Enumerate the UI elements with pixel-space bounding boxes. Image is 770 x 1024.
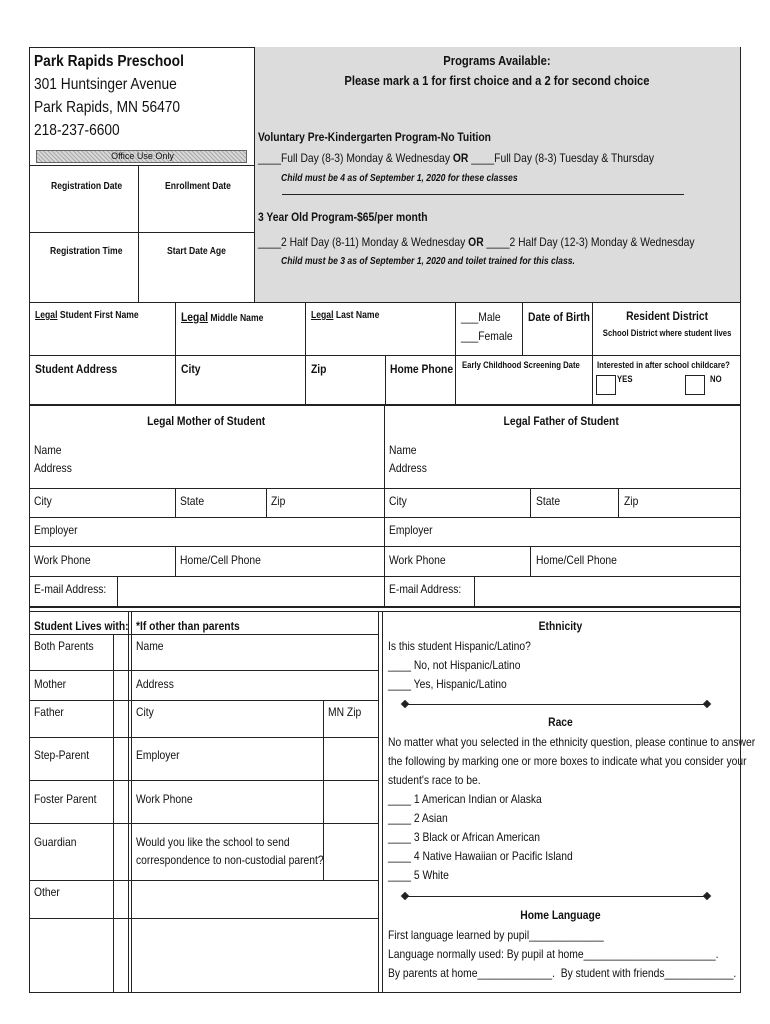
childcare-no-label: NO (710, 374, 722, 384)
lives-with-step-parent[interactable]: Step-Parent (34, 748, 90, 762)
mother-name-field[interactable]: Name (34, 443, 62, 457)
three-year-option-row (258, 235, 695, 249)
race-blank[interactable]: ____ (388, 849, 411, 863)
race-option-label: 4 Native Hawaiian or Pacific Island (413, 849, 573, 863)
gender-male-option[interactable] (461, 310, 501, 324)
registration-time-field[interactable]: Registration Time (50, 246, 123, 257)
race-option-5[interactable] (388, 868, 449, 882)
childcare-no-checkbox[interactable] (685, 375, 705, 395)
three-year-note: Child must be 3 as of September 1, 2020 and toilet trained for this class. (281, 256, 575, 267)
first-language-blank[interactable]: _____________ (529, 928, 604, 942)
resident-district-sub: School District where student lives (602, 328, 732, 338)
father-address-field[interactable]: Address (389, 461, 427, 475)
legal-label: Legal (311, 310, 334, 321)
legal-label: Legal (35, 310, 58, 321)
mother-heading: Legal Mother of Student (147, 414, 266, 428)
student-middle-name-field[interactable] (181, 311, 263, 325)
student-last-name-field[interactable] (311, 310, 379, 322)
section-divider (405, 896, 707, 897)
lives-with-guardian[interactable]: Guardian (34, 835, 77, 849)
three-year-title: 3 Year Old Program-$65/per month (258, 210, 428, 224)
language-friends-label: By student with friends (560, 966, 665, 980)
ethnicity-heading: Ethnicity (538, 619, 583, 633)
father-heading: Legal Father of Student (503, 414, 619, 428)
home-language-heading: Home Language (520, 908, 601, 922)
student-address-field[interactable]: Student Address (35, 362, 118, 376)
language-parents-label: By parents at home (388, 966, 478, 980)
female-label: Female (478, 329, 513, 343)
school-name: Park Rapids Preschool (34, 53, 184, 70)
race-blank[interactable]: ____ (388, 830, 411, 844)
or-label: OR (468, 235, 484, 249)
start-date-age-field[interactable]: Start Date Age (167, 246, 226, 257)
vpk-note: Child must be 4 as of September 1, 2020 for these classes (281, 173, 518, 184)
lives-with-foster-parent[interactable]: Foster Parent (34, 792, 97, 806)
language-normal-field[interactable] (388, 947, 719, 961)
father-state-field[interactable]: State (536, 494, 561, 508)
legal-label: Legal (181, 310, 208, 324)
race-intro-3: student's race to be. (388, 773, 481, 787)
race-option-2[interactable] (388, 811, 448, 825)
childcare-yes-label: YES (617, 374, 633, 384)
guardian-zip-field[interactable]: MN Zip (328, 705, 362, 719)
programs-heading: Programs Available: (443, 53, 551, 68)
childcare-question: Interested in after school childcare? (597, 360, 730, 370)
mother-email-field[interactable]: E-mail Address: (34, 582, 107, 596)
race-option-label: 1 American Indian or Alaska (413, 792, 542, 806)
guardian-city-field[interactable]: City (136, 705, 154, 719)
father-work-phone-field[interactable]: Work Phone (389, 553, 446, 567)
lives-with-heading: Student Lives with: (34, 619, 129, 633)
guardian-work-phone-field[interactable]: Work Phone (136, 792, 193, 806)
middle-name-label: Middle Name (207, 313, 264, 324)
race-blank[interactable]: ____ (388, 792, 411, 806)
male-blank[interactable]: ___ (461, 310, 479, 324)
home-phone-field[interactable]: Home Phone (390, 362, 454, 376)
divider-end-icon (703, 700, 711, 708)
mother-state-field[interactable]: State (180, 494, 205, 508)
divider-end-icon (401, 700, 409, 708)
screening-date-field[interactable]: Early Childhood Screening Date (462, 360, 580, 370)
race-blank[interactable]: ____ (388, 811, 411, 825)
father-cell-phone-field[interactable]: Home/Cell Phone (536, 553, 617, 567)
mother-employer-field[interactable]: Employer (34, 523, 78, 537)
father-employer-field[interactable]: Employer (389, 523, 433, 537)
office-use-banner (36, 150, 247, 163)
language-normal-label: Language normally used: By pupil at home (388, 947, 584, 961)
ethnicity-yes-blank[interactable]: ____ (388, 677, 411, 691)
race-option-3[interactable] (388, 830, 540, 844)
mother-city-field[interactable]: City (34, 494, 52, 508)
father-email-field[interactable]: E-mail Address: (389, 582, 462, 596)
three-year-choice-2-blank[interactable]: ____ (486, 235, 510, 249)
race-option-label: 5 White (413, 868, 449, 882)
lives-with-mother[interactable]: Mother (34, 677, 67, 691)
race-option-label: 2 Asian (413, 811, 448, 825)
ethnicity-yes-label: Yes, Hispanic/Latino (410, 677, 507, 691)
language-normal-blank[interactable]: _______________________. (583, 947, 719, 961)
guardian-name-field[interactable]: Name (136, 639, 164, 653)
other-than-parents-heading: *If other than parents (136, 619, 240, 633)
race-option-label: 3 Black or African American (413, 830, 541, 844)
mother-zip-field[interactable]: Zip (271, 494, 286, 508)
office-use-label: Office Use Only (111, 151, 174, 161)
registration-date-field[interactable]: Registration Date (51, 181, 123, 192)
childcare-yes-checkbox[interactable] (596, 375, 616, 395)
school-address-2: Park Rapids, MN 56470 (34, 99, 181, 116)
ethnicity-yes-option[interactable] (388, 677, 507, 691)
ethnicity-no-option[interactable] (388, 658, 521, 672)
race-intro-1: No matter what you selected in the ethnicity question, please continue to answer (388, 735, 756, 749)
language-parents-blank[interactable]: _____________. (477, 966, 555, 980)
father-name-field[interactable]: Name (389, 443, 417, 457)
section-divider (405, 704, 707, 705)
ethnicity-no-blank[interactable]: ____ (388, 658, 411, 672)
gender-female-option[interactable] (461, 329, 513, 343)
language-friends-blank[interactable]: ____________. (664, 966, 737, 980)
race-intro-2: the following by marking one or more boxes to indicate what you consider your (388, 754, 747, 768)
lives-with-other[interactable]: Other (34, 885, 60, 899)
first-language-field[interactable] (388, 928, 604, 942)
race-blank[interactable]: ____ (388, 868, 411, 882)
school-address-1: 301 Huntsinger Avenue (34, 76, 177, 93)
language-parents-field[interactable] (388, 966, 736, 980)
race-option-1[interactable] (388, 792, 542, 806)
mother-address-field[interactable]: Address (34, 461, 72, 475)
resident-district-field[interactable]: Resident District (626, 309, 709, 323)
programs-instruction: Please mark a 1 for first choice and a 2 for second choice (344, 73, 650, 88)
or-label: OR (452, 151, 469, 165)
correspondence-question-2: correspondence to non-custodial parent? (136, 853, 324, 867)
date-of-birth-field[interactable]: Date of Birth (528, 310, 590, 324)
divider-end-icon (703, 892, 711, 900)
race-option-4[interactable] (388, 849, 573, 863)
ethnicity-question: Is this student Hispanic/Latino? (388, 639, 531, 653)
vpk-choice-2-blank[interactable]: ____ (471, 151, 495, 165)
vpk-option-row (258, 151, 654, 165)
vpk-choice-1-blank[interactable]: ____ (258, 151, 281, 165)
male-label: Male (478, 310, 501, 324)
last-name-label: Last Name (333, 310, 380, 321)
race-heading: Race (548, 715, 573, 729)
lives-with-both-parents[interactable]: Both Parents (34, 639, 94, 653)
ethnicity-no-label: No, not Hispanic/Latino (410, 658, 521, 672)
mother-work-phone-field[interactable]: Work Phone (34, 553, 91, 567)
three-year-option-1: 2 Half Day (8-11) Monday & Wednesday (280, 235, 466, 249)
first-language-label: First language learned by pupil (388, 928, 530, 942)
vpk-option-1: Full Day (8-3) Monday & Wednesday (280, 151, 450, 165)
father-zip-field[interactable]: Zip (624, 494, 639, 508)
vpk-title: Voluntary Pre-Kindergarten Program-No Tuition (258, 130, 491, 144)
vpk-option-2: Full Day (8-3) Tuesday & Thursday (494, 151, 655, 165)
enrollment-date-field[interactable]: Enrollment Date (165, 181, 231, 192)
three-year-choice-1-blank[interactable]: ____ (258, 235, 281, 249)
lives-with-father[interactable]: Father (34, 705, 64, 719)
female-blank[interactable]: ___ (461, 329, 479, 343)
student-first-name-field[interactable] (35, 310, 139, 322)
school-phone: 218-237-6600 (34, 122, 120, 139)
guardian-employer-field[interactable]: Employer (136, 748, 180, 762)
student-city-field[interactable]: City (181, 362, 201, 376)
correspondence-question-1: Would you like the school to send (136, 835, 290, 849)
first-name-label: Student First Name (57, 310, 139, 321)
divider-end-icon (401, 892, 409, 900)
three-year-option-2: 2 Half Day (12-3) Monday & Wednesday (509, 235, 695, 249)
guardian-address-field[interactable]: Address (136, 677, 174, 691)
student-zip-field[interactable]: Zip (311, 362, 327, 376)
mother-cell-phone-field[interactable]: Home/Cell Phone (180, 553, 261, 567)
father-city-field[interactable]: City (389, 494, 407, 508)
